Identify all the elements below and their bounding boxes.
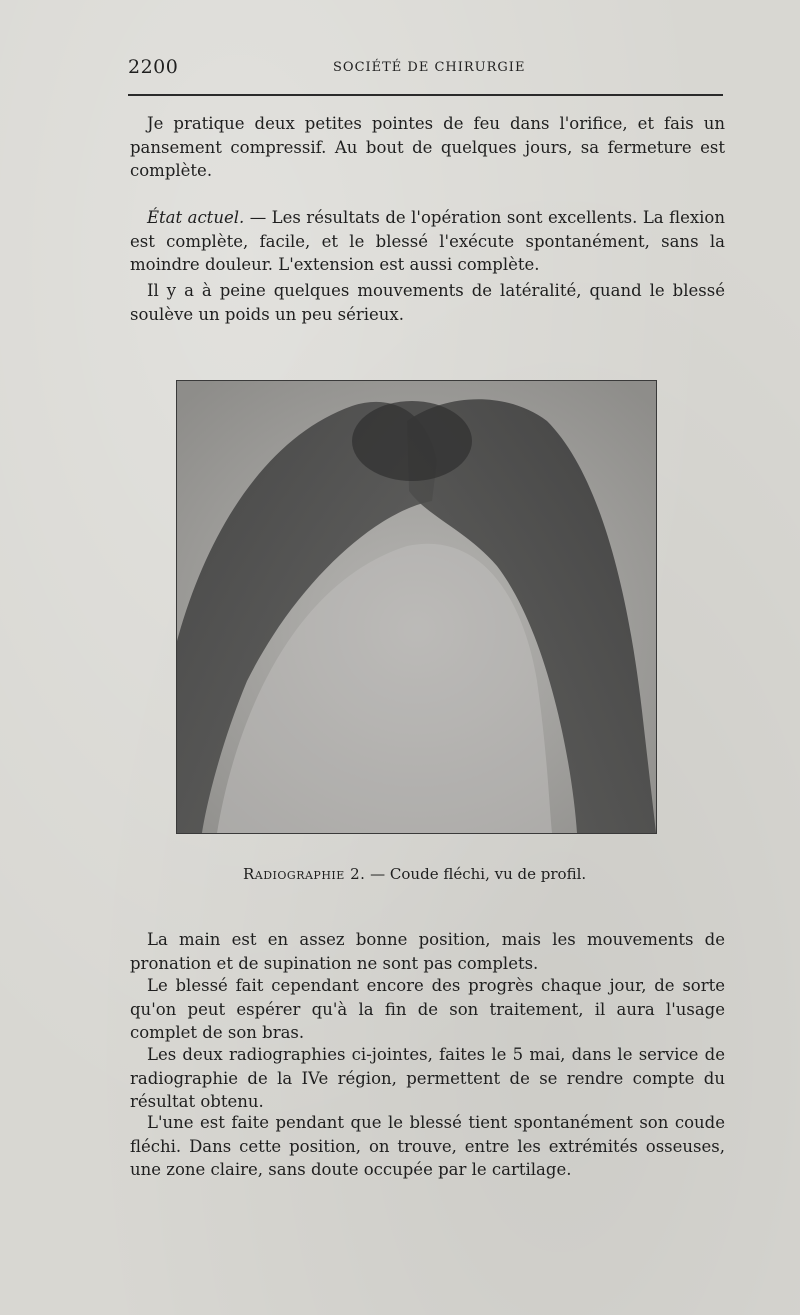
paragraph-3-text: Il y a à peine quelques mouvements de latéralité, quand le blessé soulève un poids un peu sérieux. [130, 281, 725, 324]
paragraph-6 [130, 1043, 725, 1114]
running-title: SOCIÉTÉ DE CHIRURGIE [333, 60, 526, 75]
etat-actuel-lead: État actuel. [147, 208, 245, 227]
figure-caption [243, 865, 586, 883]
paragraph-1 [130, 112, 725, 183]
paragraph-1-text: Je pratique deux petites pointes de feu dans l'orifice, et fais un pansement compressif. Au bout de quelques jours, sa fermeture est complète. [130, 114, 725, 180]
paragraph-7 [130, 1111, 725, 1182]
radiograph-image [176, 380, 657, 834]
paragraph-3 [130, 279, 725, 326]
paragraph-5-text: Le blessé fait cependant encore des progrès chaque jour, de sorte qu'on peut espérer qu'à la fin de son traitement, il aura l'usage complet de son bras. [130, 976, 725, 1042]
page-number: 2200 [128, 56, 179, 78]
caption-label: Radiographie 2. [243, 865, 366, 883]
paragraph-6-text: Les deux radiographies ci-jointes, faites le 5 mai, dans le service de radiographie de la IVe région, permettent de se rendre compte du résultat obtenu. [130, 1045, 725, 1111]
radiograph-drawing [177, 381, 656, 833]
paragraph-5 [130, 974, 725, 1045]
paragraph-4 [130, 928, 725, 975]
paragraph-2 [130, 206, 725, 277]
paragraph-2-text: — Les résultats de l'opération sont excellents. La flexion est complète, facile, et le blessé l'exécute spontanément, sans la moindre douleur. L'extension est aussi complète. [130, 208, 725, 274]
header-rule [128, 94, 723, 96]
paragraph-7-text: L'une est faite pendant que le blessé tient spontanément son coude fléchi. Dans cette position, on trouve, entre les extrémités osseuses, une zone claire, sans doute occupée par le cartilage. [130, 1113, 725, 1179]
paragraph-4-text: La main est en assez bonne position, mais les mouvements de pronation et de supination ne sont pas complets. [130, 930, 725, 973]
caption-text: — Coude fléchi, vu de profil. [365, 865, 587, 883]
page-header [128, 52, 723, 82]
